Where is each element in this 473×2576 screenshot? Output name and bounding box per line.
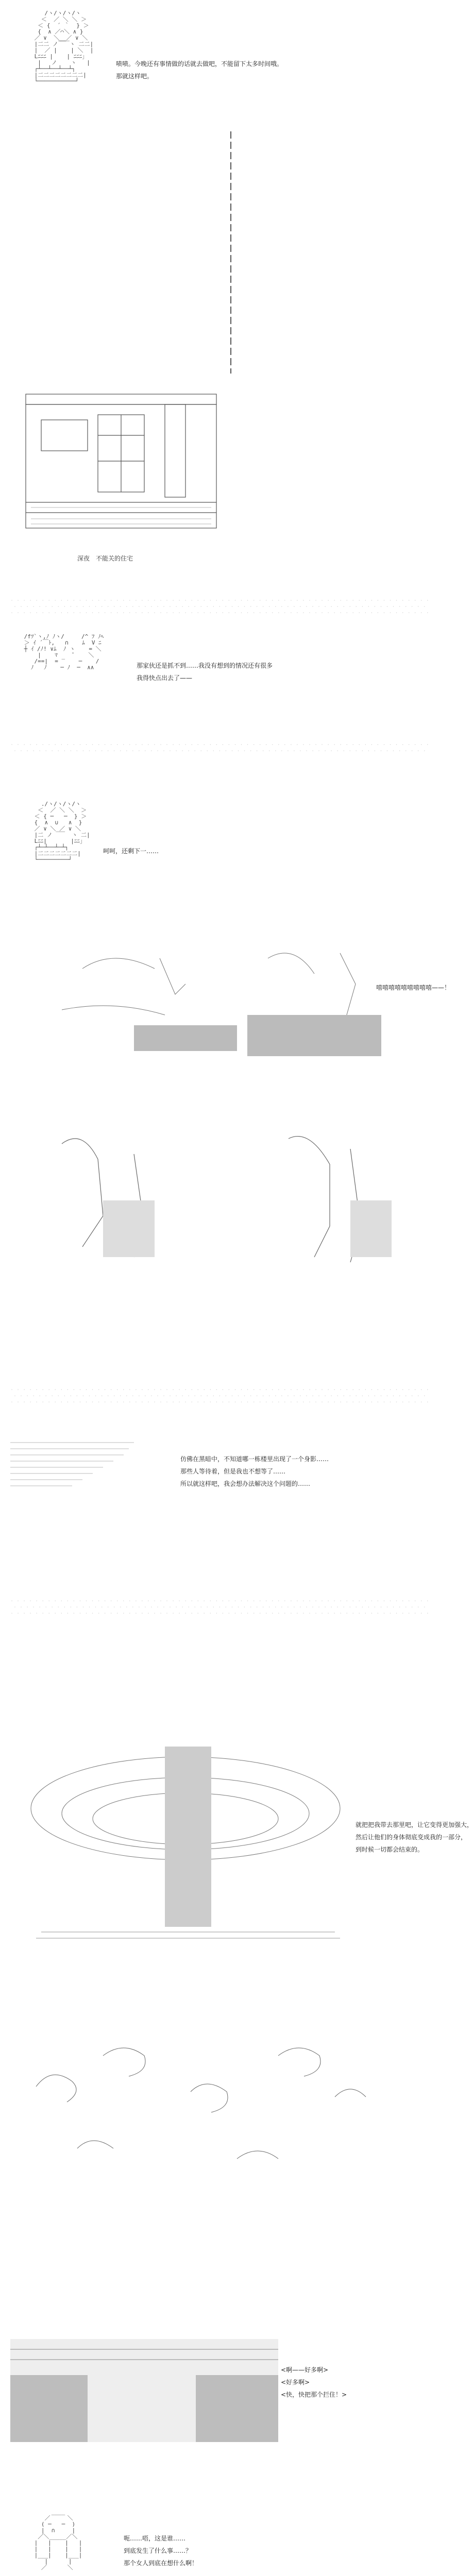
dialogue-line: <啊——好多啊> <box>281 2366 329 2374</box>
character-art: /fﾂ`ヽ,ﾉ ﾉヽ/ /^ ﾌ ﾉﾍ ＞ ｲ ´￣ﾄ, ∩ ﾑ V ﾆ ┼ ｲ /ﾉ! ∨ﾑ ﾉ ヽ = ＼ | ﾏ ̄ ＼ /==| = ‾ ─ / ﾉ ﾉ ─ ﾉ ─ ∧∧ <box>24 633 104 671</box>
dialogue-line: 那家伙还是抓不到……我没有想到的情况还有很多 <box>137 662 273 669</box>
dialogue-line: 所以就这样吧，我会想办法解决这个问题的…… <box>180 1480 311 1487</box>
dialogue-line: 嘻嘻嘻嘻嘻嘻嘻嘻嘻——！ <box>376 984 451 991</box>
dialogue-line: 到时候一切都会结束的。 <box>356 1846 424 1853</box>
dialogue-line: 到底发生了什么事……？ <box>124 2547 192 2554</box>
separator: . . . . . . . . . . . . . . . . . . . . . . . . . . . . . . . . . . . . . . . . . . . . . . . . . . . . . . . . . . . . . . . . . . . . . . . . . . . . . . . . . . . . . . . . . . . . . . . . . . . . . . . . . . . . . . . . . . . . . . . . . . . . . . . . . . . . . . . . . . . . . . . . . . . . . . . . . . . . . . . . . . . . . . . . . . . . . . . . . . . . . . . . . . . . . . . . . . . . . . . . . . . <box>10 597 429 615</box>
caption: 深夜 不能关的住宅 <box>77 555 133 562</box>
dialogue-line: 呃……唔，这是谁…… <box>124 2535 186 2542</box>
dialogue-line: 然后让他们的身体彻底变成我的一部分， <box>356 1834 467 1841</box>
dialogue-line: <快，快把那个拦住！> <box>281 2391 347 2398</box>
house-scene <box>21 384 222 538</box>
dialogue <box>116 58 283 82</box>
dialogue-line: 那个女人到底在想什么啊！ <box>124 2560 198 2567</box>
dialogue-line: 那些人等待着，但是我也不想等了…… <box>180 1468 286 1475</box>
dialogue-line: 那就这样吧。 <box>116 73 154 80</box>
dialogue-line: 我得快点出去了—— <box>137 674 193 682</box>
dialogue-line: 仿佛在黑暗中，不知道哪一栋楼里出现了一个身影…… <box>180 1455 329 1463</box>
dialogue-line: 就把把我带去那里吧，让它变得更加强大， <box>356 1821 473 1828</box>
character-art: ./ヽ/ヽ/ヽ/ヽ ＜ ／ ＼ ＼ ＞ ＜ { ─ ─ } ＞ { ∧ ∪ ∧ } ／ ∨ ＼_／ ∨ ＼ |二 ノ ￣ ヽ 二| Lﾆﾆ| |ﾆﾆ」 ┌┴─┴──┴─┴┐ |二二二二二二二| └─────────┘ <box>34 801 90 863</box>
separator: . . . . . . . . . . . . . . . . . . . . . . . . . . . . . . . . . . . . . . . . . . . . . . . . . . . . . . . . . . . . . . . . . . . . . . . . . . . . . . . . . . . . . . . . . . . . . . . . . . . . . . . . . . . . . . . . . . . . . . . . . . . . . . . . . . . . . . . . . . . . . . . . . . . . . . . . . . . . . . . . . . . . . . . . . . . . . . . . . . . . . . . . . . . . . . . . . . . . . . . . . . . <box>10 1386 429 1404</box>
flying-figures-scene <box>21 2025 381 2221</box>
separator: . . . . . . . . . . . . . . . . . . . . . . . . . . . . . . . . . . . . . . . . . . . . . . . . . . . . . . . . . . . . . . . . . . . . . . . . . . . . . . . . . . . . . . . . . . . . . . . . . . . . . . . . . . . . . . . . . . . . . . . . . . . . . . . . . . . . . . . . . . . . . . . . . . . . . . . . . . . . . . . . . . . . . . . . . . . . . . . . . . . . . . . . . . . . . . . . . . . . . . . . . . . <box>10 1597 429 1615</box>
character-art: /ヽ/ヽ/ヽ/ヽ ＜ ／ ＼ ＼ ＞ ＜ { ´ ｀ } ＞ { ∧ ／⌒＼ ∧ } ／ ∨ ＼__／ ∨ ＼ |二二 ノ￣￣ヽ 二二| | ／ | | ＼ | Lﾆﾆﾆ | | ﾆﾆﾆ」 | ノ ヽ | ┌┴──┴──┴──┴┐ |二二二二二二二二| └───────────┘ <box>34 10 94 84</box>
dialogue <box>281 2364 347 2401</box>
wide-scene <box>10 2318 278 2452</box>
whirlwind-scene <box>15 1747 350 1947</box>
shadow-figure <box>10 1437 134 1494</box>
dialogue <box>124 2532 198 2569</box>
dialogue <box>180 1453 329 1490</box>
dialogue-line: <好多啊> <box>281 2379 310 2386</box>
dialogue <box>137 659 273 684</box>
hands-scene <box>41 1123 412 1278</box>
dialogue-line: 呵呵，还剩下一…… <box>103 848 159 855</box>
separator: . . . . . . . . . . . . . . . . . . . . . . . . . . . . . . . . . . . . . . . . . . . . . . . . . . . . . . . . . . . . . . . . . . . . . . . . . . . . . . . . . . . . . . . . . . . . . . . . . . . . . . . . . . . . . . . . . . . . . . . . . . . . . . . . . . . . . . . <box>10 741 429 753</box>
dialogue <box>103 845 159 857</box>
dialogue-line: 啧啧。今晚还有事情做的话就去做吧，不能留下太多时间哦。 <box>116 60 283 67</box>
character-art: ____ ／ ＼ ( ─ ─ ) | ∩ | ／＼_____／＼ | | | | | | | | |___| |___| | | ／ ＼ <box>34 2509 82 2571</box>
crowd-scene <box>52 938 423 1072</box>
vertical-line <box>230 131 231 374</box>
dialogue <box>376 981 450 994</box>
dialogue <box>356 1819 473 1856</box>
